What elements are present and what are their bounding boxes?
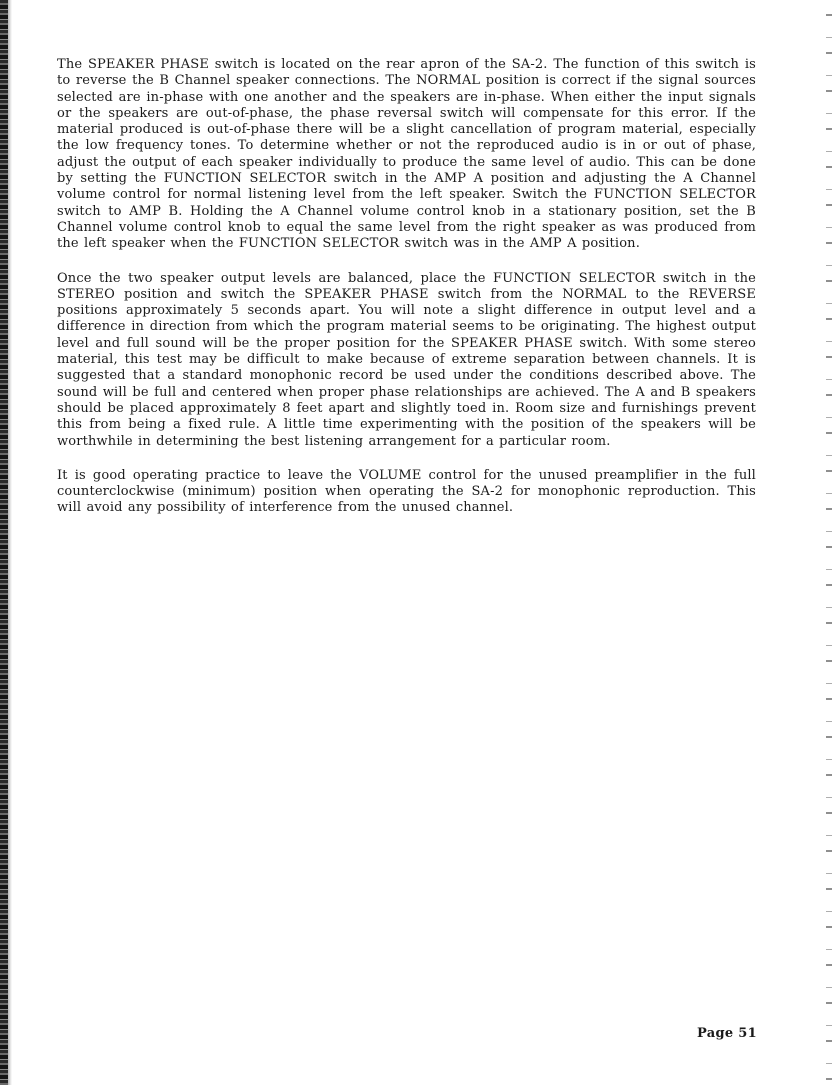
paragraph-volume-practice: It is good operating practice to leave the VOLUME control for the unused preamplifier in the full counterclockwise (minimum) position when operating the SA-2 for monophonic reproduction. This will avoid any possibility of interference from the unused channel. bbox=[57, 467, 756, 516]
scan-edge-left bbox=[0, 0, 8, 1085]
scan-edge-right bbox=[826, 0, 832, 1085]
scan-edge-shadow bbox=[8, 0, 12, 1085]
body-text bbox=[57, 57, 756, 535]
paragraph-speaker-phase: The SPEAKER PHASE switch is located on the rear apron of the SA-2. The function of this switch is to reverse the B Channel speaker connections. The NORMAL position is correct if the signal sources selected are in-phase with one another and the speakers are in-phase. When either the input signals or the speakers are out-of-phase, the phase reversal switch will compensate for this error. If the material produced is out-of-phase there will be a slight cancellation of program material, especially the low frequency tones. To determine whether or not the reproduced audio is in or out of phase, adjust the output of each speaker individually to produce the same level of audio. This can be done by setting the FUNCTION SELECTOR switch in the AMP A position and adjusting the A Channel volume control for normal listening level from the left speaker. Switch the FUNCTION SELECTOR switch to AMP B. Holding the A Channel volume control knob in a stationary position, set the B Channel volume control knob to equal the same level from the right speaker as was produced from the left speaker when the FUNCTION SELECTOR switch was in the AMP A position. bbox=[57, 57, 756, 252]
paragraph-balance-levels: Once the two speaker output levels are balanced, place the FUNCTION SELECTOR switch in the STEREO position and switch the SPEAKER PHASE switch from the NORMAL to the REVERSE positions approximately 5 seconds apart. You will note a slight difference in output level and a difference in direction from which the program material seems to be originating. The highest output level and full sound will be the proper position for the SPEAKER PHASE switch. With some stereo material, this test may be difficult to make because of extreme separation between channels. It is suggested that a standard monophonic record be used under the conditions described above. The sound will be full and centered when proper phase relationships are achieved. The A and B speakers should be placed approximately 8 feet apart and slightly toed in. Room size and furnishings prevent this from being a fixed rule. A little time experimenting with the position of the speakers will be worthwhile in determining the best listening arrangement for a particular room. bbox=[57, 270, 756, 449]
page-number: Page 51 bbox=[697, 1026, 757, 1041]
